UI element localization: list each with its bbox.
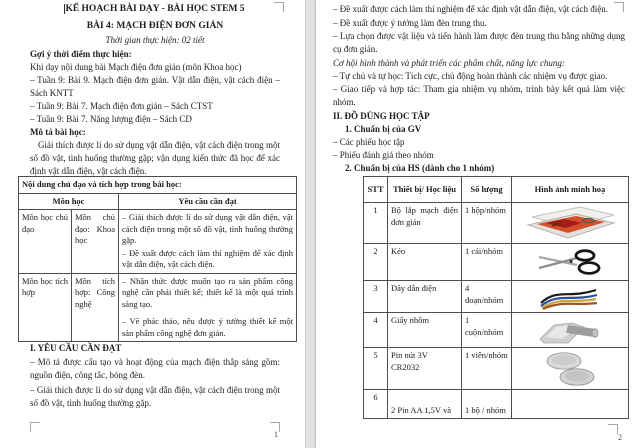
equipment-header-name: Thiết bị/ Học liệu xyxy=(388,177,462,203)
competency-heading: Cơ hội hình thành và phát triển các phẩm chất, năng lực chung: xyxy=(333,58,565,68)
content-integration-table xyxy=(18,176,297,342)
lesson-title: BÀI 4: MẠCH ĐIỆN ĐƠN GIẢN xyxy=(86,21,224,31)
equipment-stt: 6 xyxy=(364,390,388,419)
coin-cells-image xyxy=(512,348,629,390)
requirement-item: – Giải thích được lí do sử dụng vật dẫn điện, vật cách điện trong một số đồ vật, tình huống thường gặp. xyxy=(122,212,294,245)
page-1[interactable] xyxy=(0,0,305,448)
subject-name: Môn chủ đạo: Khoa học xyxy=(72,210,119,274)
page-2[interactable] xyxy=(316,0,640,448)
equipment-name: 2 Pin AA 1,5V và xyxy=(388,390,462,419)
requirement-item: – Đề xuất được ý tưởng làm đèn trung thu. xyxy=(333,18,487,28)
gv-heading: 1. Chuẩn bị của GV xyxy=(345,124,422,134)
margin-mark xyxy=(614,2,624,12)
timing-item: – Tuần 9: Bài 9. Mạch điện đơn giản. Vật dẫn điện, vật cách điện – Sách KNTT xyxy=(30,75,280,98)
table-row xyxy=(19,273,297,342)
gv-item: – Phiếu đánh giá theo nhóm xyxy=(333,150,434,160)
equipment-qty: 1 hộp/nhóm xyxy=(462,203,512,244)
wires-image xyxy=(512,281,629,313)
scissors-image xyxy=(512,244,629,281)
equipment-name: Giấy nhôm xyxy=(388,313,462,348)
table-row xyxy=(19,210,297,274)
equipment-name: Kéo xyxy=(388,244,462,281)
equipment-header-stt: STT xyxy=(364,177,388,203)
requirement-item: – Vẽ phác thảo, nêu được ý tưởng thiết kế một sản phẩm công nghệ đơn giản. xyxy=(122,316,294,338)
circuit-kit-image xyxy=(512,203,629,244)
subject-category: Môn học chủ đạo xyxy=(19,210,72,274)
margin-mark xyxy=(274,2,284,12)
equipment-qty: 1 viên/nhóm xyxy=(462,348,512,390)
section1-item: – Giải thích được lí do sử dụng vật dẫn điện, vật cách điện trong một số đồ vật, tình huống thường gặp. xyxy=(30,385,280,408)
margin-mark xyxy=(608,424,618,434)
table-row xyxy=(364,203,629,244)
section1-heading: I. YÊU CẦU CẦN ĐẠT xyxy=(30,343,122,353)
equipment-name: Pin nút 3V CR2032 xyxy=(388,348,462,390)
equipment-image-empty xyxy=(512,390,629,419)
table-row xyxy=(364,348,629,390)
requirement-item: – Nhận thức được muốn tạo ra sản phẩm công nghệ cần phải thiết kế; thiết kế là một quá trình sáng tạo. xyxy=(122,275,294,309)
page-number: 1 xyxy=(274,430,278,439)
equipment-name: Dây dẫn điện xyxy=(388,281,462,313)
margin-mark xyxy=(30,422,40,432)
competency-item: – Tự chủ và tự học: Tích cực, chủ động hoàn thành các nhiệm vụ được giao. xyxy=(333,71,608,81)
table-row xyxy=(364,244,629,281)
timing-item: – Tuần 9: Bài 7. Mạch điện đơn giản – Sách CTST xyxy=(30,101,213,111)
column-header-requirement: Yêu cầu cần đạt xyxy=(119,193,297,210)
content-table-title: Nội dung chủ đạo và tích hợp trong bài học: xyxy=(19,177,297,194)
equipment-header-qty: Số lượng xyxy=(462,177,512,203)
table-row xyxy=(364,313,629,348)
equipment-qty: 1 bộ / nhóm xyxy=(462,390,512,419)
subject-category: Môn học tích hợp xyxy=(19,273,72,342)
equipment-stt: 3 xyxy=(364,281,388,313)
equipment-stt: 1 xyxy=(364,203,388,244)
section1-item: – Mô tả được cấu tạo và hoạt động của mạch điện thắp sáng gồm: nguồn điện, công tắc, bóng đèn. xyxy=(30,357,280,380)
hs-heading: 2. Chuẩn bị của HS (dành cho 1 nhóm) xyxy=(345,163,495,173)
requirement-item: – Lựa chọn được vật liệu và tiến hành làm được đèn trung thu bằng những dụng cụ đơn giản. xyxy=(333,31,625,54)
aluminum-foil-image xyxy=(512,313,629,348)
equipment-qty: 1 cái/nhóm xyxy=(462,244,512,281)
gv-item: – Các phiếu học tập xyxy=(333,137,405,147)
description-text: Giải thích được lí do sử dụng vật dẫn điện, vật cách điện trong một số đồ vật, tình huống thường gặp; vận dụng kiến thức đã học để xác định vật dẫn điện, vật cách điện. xyxy=(30,140,280,176)
page-number: 2 xyxy=(618,433,622,442)
page-divider xyxy=(305,0,316,448)
equipment-qty: 4 đoạn/nhóm xyxy=(462,281,512,313)
column-header-subject: Môn học xyxy=(19,193,119,210)
requirement-item: – Đề xuất được cách làm thí nghiệm để xác định vật dẫn điện, vật cách điện. xyxy=(122,247,294,269)
timing-heading: Gợi ý thời điểm thực hiện: xyxy=(30,49,132,59)
timing-intro: Khi dạy nội dung bài Mạch điện đơn giản (môn Khoa học) xyxy=(30,62,242,72)
table-row xyxy=(364,281,629,313)
equipment-stt: 5 xyxy=(364,348,388,390)
equipment-qty: 1 cuộn/nhóm xyxy=(462,313,512,348)
equipment-table xyxy=(363,176,629,419)
timing-item: – Tuần 9: Bài 7. Năng lượng điện – Sách CD xyxy=(30,114,192,124)
equipment-stt: 2 xyxy=(364,244,388,281)
description-heading: Mô tả bài học: xyxy=(30,127,86,137)
equipment-stt: 4 xyxy=(364,313,388,348)
requirement-item: – Đề xuất được cách làm thí nghiệm để xác định vật dẫn điện, vật cách điện. xyxy=(333,4,609,14)
section2-heading: II. ĐỒ DÙNG HỌC TẬP xyxy=(333,111,430,121)
table-row xyxy=(364,390,629,419)
document-header-title: KẾ HOẠCH BÀI DẠY - BÀI HỌC STEM 5 xyxy=(65,4,245,14)
duration-line: Thời gian thực hiện: 02 tiết xyxy=(105,35,205,45)
competency-item: – Giao tiếp và hợp tác: Tham gia nhiệm vụ nhóm, trình bày kết quả làm việc nhóm. xyxy=(333,84,625,107)
equipment-name: Bộ lắp mạch điện đơn giản xyxy=(388,203,462,244)
equipment-header-image: Hình ảnh minh hoạ xyxy=(512,177,629,203)
subject-name: Môn tích hợp: Công nghệ xyxy=(72,273,119,342)
